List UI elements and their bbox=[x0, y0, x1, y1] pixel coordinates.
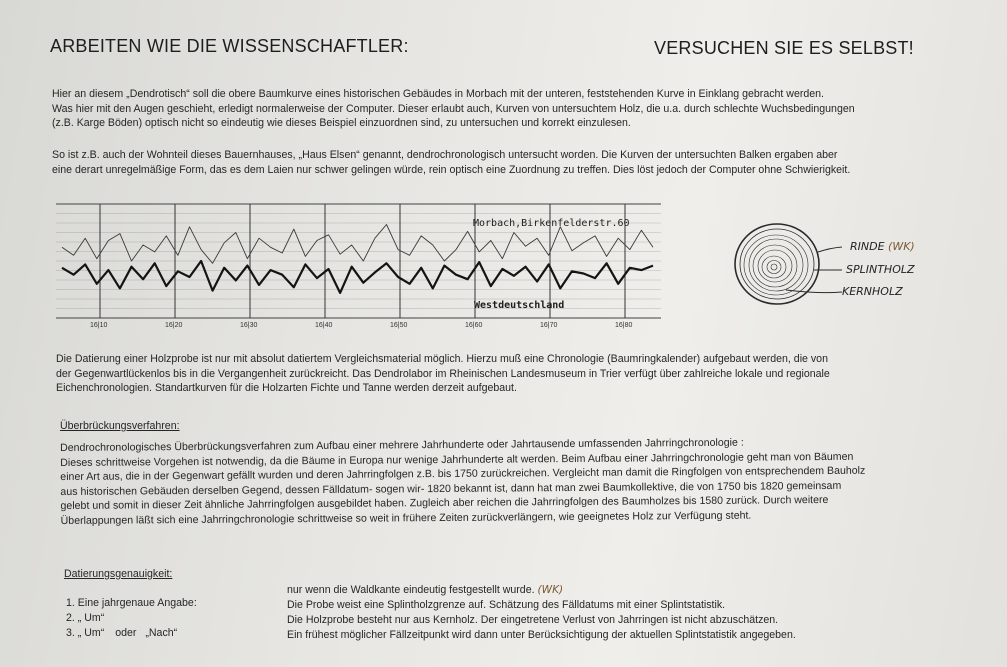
bridging-line: gelebt und somit in dieser Zeit ähnliche Jahrringfolgen ausgebildet haben. Zugleich aber reichen die Jahrringfolgen des Baumholzes bis 1580 zurück. Durch weitere bbox=[60, 494, 829, 513]
series-line-morbach bbox=[62, 225, 653, 264]
bridging-line: Überlappungen läßt sich eine Jahrringchronologie schrittweise so weit in frühere Zeiten zurückverlängern, wie geeignetes Holz zur Verfügung steht. bbox=[60, 509, 752, 527]
accuracy-desc-1-text: nur wenn die Waldkante eindeutig festgestellt wurde. bbox=[287, 584, 535, 596]
accuracy-desc-4: Ein frühest möglicher Fällzeitpunkt wird dann unter Berücksichtigung der aktuellen Splintstatistik angegeben. bbox=[287, 629, 796, 641]
x-tick-label: 16|10 bbox=[90, 322, 108, 329]
example-paragraph bbox=[52, 148, 850, 177]
bridging-line: aus historischen Gebäuden derselben Gegend, dessen Fälldatum- sogen wir- 1820 bekannt ist, dann hat man zwei Baumkollektive, die von 1750 bis 1820 gemeinsam bbox=[60, 479, 842, 498]
page-title: ARBEITEN WIE DIE WISSENSCHAFTLER: bbox=[50, 36, 409, 56]
accuracy-item-3-or: oder bbox=[115, 627, 137, 639]
label-splintholz: SPLINTHOLZ bbox=[846, 263, 915, 276]
x-tick-label: 16|50 bbox=[390, 322, 408, 329]
intro-line: Was hier mit den Augen geschieht, erledigt normalerweise der Computer. Dieser erlaubt auch, Kurven von untersuchtem Holz, die u.a. durch schlechte Wuchsbedingungen bbox=[52, 102, 855, 115]
bridging-heading: Überbrückungsverfahren: bbox=[60, 420, 180, 432]
x-tick-label: 16|20 bbox=[165, 322, 183, 329]
series-line-westdeutschland bbox=[62, 261, 653, 293]
accuracy-item-3-nach: „Nach“ bbox=[145, 627, 178, 639]
example-line: eine derart unregelmäßige Form, das es dem Laien nur schwer gelingen würde, rein optisch eine Zuordnung zu treffen. Dies löst jedoch der Computer ohne Schwierigkeit. bbox=[52, 163, 851, 176]
x-tick-label: 16|60 bbox=[465, 322, 483, 329]
dating-paragraph bbox=[56, 352, 830, 396]
rinde-text: RINDE bbox=[850, 240, 885, 253]
dating-line: Die Datierung einer Holzprobe ist nur mit absolut datiertem Vergleichsmaterial möglich. Hierzu muß eine Chronologie (Baumringkalender) aufgebaut werden, die von bbox=[56, 353, 828, 365]
accuracy-item-1: 1. Eine jahrgenaue Angabe: bbox=[66, 597, 197, 609]
x-tick-label: 16|40 bbox=[315, 322, 333, 329]
dating-line: Eichenchronologien. Standartkurven für die Holzarten Fichte und Tanne werden derzeit aufgebaut. bbox=[56, 382, 517, 395]
accuracy-item-3 bbox=[66, 627, 177, 639]
x-tick-label: 16|30 bbox=[240, 322, 258, 329]
label-rinde bbox=[850, 240, 915, 253]
intro-line: Hier an diesem „Dendrotisch“ soll die obere Baumkurve eines historischen Gebäudes in Morbach mit der unteren, feststehenden Kurve in Einklang gebracht werden. bbox=[52, 88, 824, 100]
example-line: So ist z.B. auch der Wohnteil dieses Bauernhauses, „Haus Elsen“ genannt, dendrochronologisch untersucht worden. Die Kurven der untersuchten Balken ergaben aber bbox=[52, 149, 838, 161]
bridging-line: einer Art aus, die in der Gegenwart gefällt wurden und deren Jahrringfolgen z.B. bis 1750 zurückreichen. Vergleicht man damit die Ringfolgen von entsprechendem Bauholz bbox=[60, 464, 866, 484]
accuracy-heading: Datierungsgenauigkeit: bbox=[64, 568, 173, 580]
bridging-paragraph bbox=[60, 435, 866, 529]
label-kernholz: KERNHOLZ bbox=[842, 285, 903, 298]
accuracy-desc-1 bbox=[287, 584, 563, 596]
accuracy-item-2: 2. „ Um“ bbox=[66, 612, 105, 624]
page-subtitle: VERSUCHEN SIE ES SELBST! bbox=[654, 38, 914, 58]
tree-ring-diagram bbox=[730, 214, 1000, 314]
intro-paragraph bbox=[52, 87, 855, 131]
accuracy-desc-2: Die Probe weist eine Splintholzgrenze auf. Schätzung des Fälldatums mit einer Splintstatistik. bbox=[287, 599, 726, 611]
intro-line: (z.B. Karge Böden) optisch nicht so eindeutig wie dieses Beispiel einzuordnen sind, zu untersuchen und korrekt einzulesen. bbox=[52, 117, 631, 130]
x-tick-label: 16|70 bbox=[540, 322, 558, 329]
accuracy-wk-mark: (WK) bbox=[537, 584, 564, 596]
accuracy-desc-3: Die Holzprobe besteht nur aus Kernholz. Der eingetretene Verlust von Jahrringen ist nicht abzuschätzen. bbox=[287, 614, 779, 626]
dating-line: der Gegenwartlückenlos bis in die Vergangenheit zurückreicht. Das Dendrolabor im Rheinischen Landesmuseum in Trier verfügt über zahlreiche lokale und regionale bbox=[56, 367, 830, 380]
x-tick-label: 16|80 bbox=[615, 322, 633, 329]
tree-cross-section-icon bbox=[735, 224, 842, 304]
series-label-morbach: Morbach,Birkenfelderstr.60 bbox=[473, 218, 630, 229]
bridging-line: Dendrochronologisches Überbrückungsverfahren zum Aufbau einer mehrere Jahrhunderte oder Jahrtausende umfassenden Jahrringchronologie : bbox=[60, 436, 744, 454]
accuracy-item-3-um: 3. „ Um“ bbox=[66, 627, 105, 639]
dendro-chart bbox=[56, 196, 666, 336]
wk-mark: (WK) bbox=[888, 240, 915, 253]
dendro-chart-svg bbox=[56, 196, 666, 336]
series-label-westdeutschland: Westdeutschland bbox=[474, 300, 565, 311]
bridging-line: Dieses schrittweise Vorgehen ist notwendig, da die Bäume in Europa nur wenige Jahrhunderte alt werden. Beim Aufbau einer Jahrringchronologie geht man von Bäumen bbox=[60, 450, 854, 469]
